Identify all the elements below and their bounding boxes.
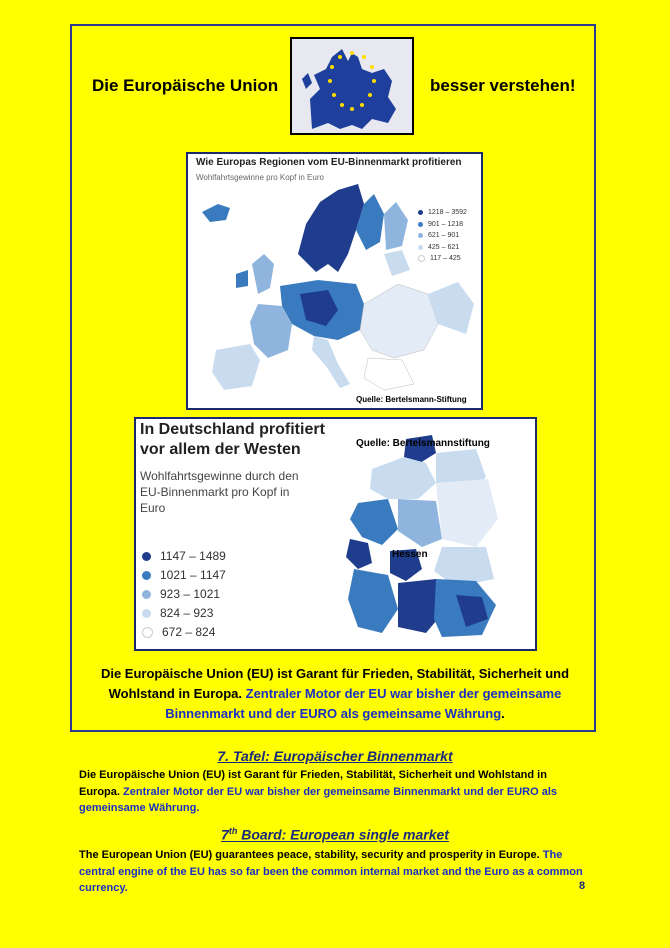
- germany-map-source: Quelle: Bertelsmannstiftung: [356, 438, 490, 449]
- eu-map-title: Wie Europas Regionen vom EU-Binnenmarkt profitieren: [196, 157, 462, 168]
- english-body: The European Union (EU) guarantees peace, stability, security and prosperity in Europe. The central engine of the EU has so far been the common internal market and the Euro as a common currency.: [79, 849, 583, 894]
- de-legend-item: 923 – 1021: [142, 585, 226, 604]
- german-body: Die Europäische Union (EU) ist Garant für Frieden, Stabilität, Sicherheit und Wohlstand in Europa. Zentraler Motor der EU war bisher der gemeinsame Binnenmarkt und der EURO als gemeinsame Währung.: [79, 769, 558, 814]
- german-heading: 7. Tafel: Europäischer Binnenmarkt: [217, 748, 453, 764]
- english-heading: 7th Board: European single market: [221, 826, 449, 843]
- label-hessen: Hessen: [392, 549, 428, 560]
- eu-map-flag-image: [290, 37, 414, 135]
- eu-legend-item: 1218 – 3592: [418, 207, 467, 219]
- eu-legend-item: 621 – 901: [418, 230, 467, 242]
- header-left: Die Europäische Union: [92, 76, 279, 95]
- page-number: 8: [579, 880, 586, 892]
- de-legend-item: 824 – 923: [142, 604, 226, 623]
- eu-map-source: Quelle: Bertelsmann-Stiftung: [356, 395, 467, 404]
- germany-map-subtitle: Wohlfahrtsgewinne durch den EU-Binnenmarkt pro Kopf in Euro: [140, 469, 299, 515]
- germany-map-title: In Deutschland profitiert vor allem der Westen: [140, 421, 325, 458]
- de-legend-item: 672 – 824: [142, 623, 226, 642]
- de-legend-item: 1021 – 1147: [142, 566, 226, 585]
- germany-map-legend: [142, 547, 226, 642]
- eu-legend-item: 901 – 1218: [418, 219, 467, 231]
- de-legend-item: 1147 – 1489: [142, 547, 226, 566]
- eu-legend-item: 117 – 425: [418, 253, 467, 265]
- eu-map-subtitle: Wohlfahrtsgewinne pro Kopf in Euro: [196, 173, 324, 182]
- intro-paragraph: Die Europäische Union (EU) ist Garant für Frieden, Stabilität, Sicherheit und Wohlstand in Europa. Zentraler Motor der EU war bisher der gemeinsame Binnenmarkt und der EURO als gemeinsame Währung.: [100, 666, 570, 721]
- header-right: besser verstehen!: [430, 76, 576, 95]
- eu-regions-map: [186, 152, 483, 410]
- eu-map-legend: [418, 207, 467, 265]
- eu-legend-item: 425 – 621: [418, 242, 467, 254]
